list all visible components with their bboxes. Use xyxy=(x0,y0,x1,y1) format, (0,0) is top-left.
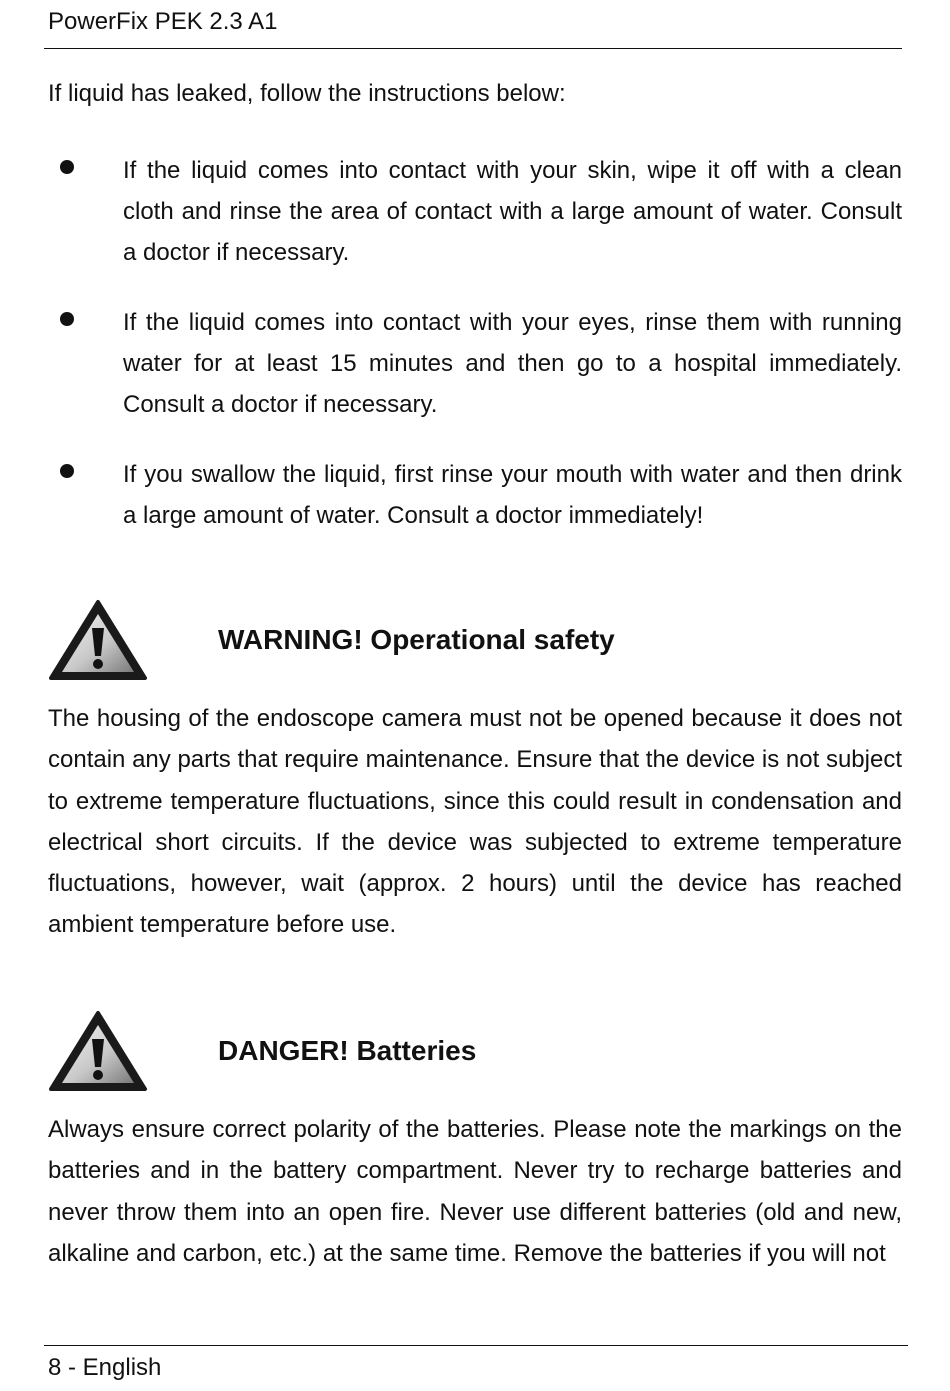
list-item xyxy=(48,302,902,425)
intro-paragraph: If liquid has leaked, follow the instructions below: xyxy=(48,80,566,107)
bullet-icon xyxy=(60,464,74,478)
bullet-icon xyxy=(60,160,74,174)
running-header: PowerFix PEK 2.3 A1 xyxy=(48,8,278,35)
section-body: The housing of the endoscope camera must not be opened because it does not contain any parts that require maintenance. Ensure that the device is not subject to extreme temperature fluctuations, since this could result in condensation and electrical short circuits. If the device was subjected to extreme temperature fluctuations, however, wait (approx. 2 hours) until the device has reached ambient temperature before use. xyxy=(48,705,902,939)
list-item xyxy=(48,454,902,536)
header-divider xyxy=(44,48,902,49)
list-item-text: If the liquid comes into contact with your eyes, rinse them with running water for at least 15 minutes and then go to a hospital immediately. Consult a doctor if necessary. xyxy=(123,309,902,418)
warning-triangle-icon xyxy=(48,598,148,682)
page-number: 8 - English xyxy=(48,1354,162,1381)
list-item-text: If you swallow the liquid, first rinse your mouth with water and then drink a large amount of water. Consult a doctor immediately! xyxy=(123,461,902,529)
bullet-icon xyxy=(60,312,74,326)
section-title: DANGER! Batteries xyxy=(218,1035,477,1066)
list-item xyxy=(48,150,902,273)
section-body: Always ensure correct polarity of the batteries. Please note the markings on the batteries and in the battery compartment. Never try to recharge batteries and never throw them into an open fire. Never use different batteries (old and new, alkaline and carbon, etc.) at the same time. Remove the batteries if you will not xyxy=(48,1116,902,1267)
section-title: WARNING! Operational safety xyxy=(218,624,615,655)
leak-instructions-list xyxy=(48,150,902,565)
footer-divider xyxy=(44,1345,908,1346)
warning-triangle-icon xyxy=(48,1009,148,1093)
list-item-text: If the liquid comes into contact with your skin, wipe it off with a clean cloth and rinse the area of contact with a large amount of water. Consult a doctor if necessary. xyxy=(123,157,902,266)
